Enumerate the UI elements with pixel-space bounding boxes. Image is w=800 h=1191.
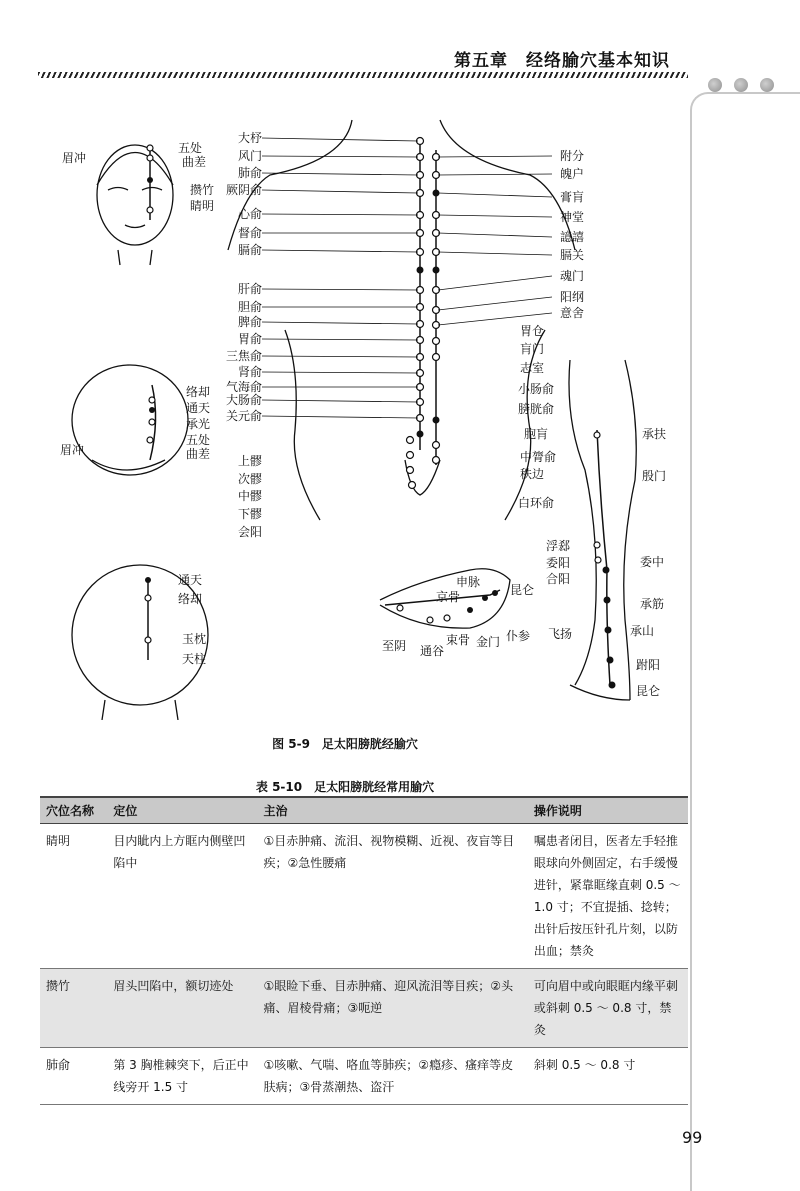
label-pohu: 魄户 — [560, 167, 585, 181]
cell-name: 攒竹 — [40, 969, 107, 1048]
label-yixi: 譩譆 — [560, 230, 585, 244]
label-fufen: 附分 — [560, 149, 585, 163]
label-xiaochangshu: 小肠俞 — [518, 382, 555, 396]
label-yanggang: 阳纲 — [560, 290, 585, 304]
label-fengmen: 风门 — [237, 149, 262, 163]
label-weiyang: 委阳 — [545, 556, 570, 570]
label-tianzhu: 天柱 — [182, 652, 207, 666]
table-row — [40, 1048, 688, 1105]
label-baohuang: 胞肓 — [524, 427, 549, 441]
label-qucha-side: 曲差 — [186, 447, 211, 461]
label-meichong-side: 眉冲 — [60, 443, 85, 457]
binder-ring-icon — [760, 78, 774, 92]
label-weicang: 胃仓 — [520, 324, 545, 338]
label-zhibian: 秩边 — [520, 467, 545, 481]
label-chengfu: 承扶 — [642, 427, 667, 441]
label-jueyinshu: 厥阴俞 — [225, 183, 262, 197]
acupoint-figure — [0, 100, 690, 720]
label-fuxi: 浮郄 — [545, 539, 570, 553]
table-caption: 表 5-10 足太阳膀胱经常用腧穴 — [255, 780, 435, 794]
label-yinmen: 殷门 — [642, 469, 667, 483]
page-number: 99 — [682, 1128, 703, 1147]
label-yuzhen: 玉枕 — [182, 632, 207, 646]
cell-name: 肺俞 — [40, 1048, 107, 1105]
label-chengguang: 承光 — [186, 417, 211, 431]
label-kunlun-foot: 昆仑 — [510, 583, 535, 597]
label-jinggu: 京骨 — [436, 590, 461, 604]
binder-ring-icon — [708, 78, 722, 92]
label-weizhong: 委中 — [640, 555, 665, 569]
table-header-row — [40, 797, 688, 824]
cell-location: 第 3 胸椎棘突下，后正中线旁开 1.5 寸 — [107, 1048, 257, 1105]
label-feishu: 肺俞 — [237, 166, 262, 180]
label-shentang: 神堂 — [560, 210, 585, 224]
label-jinmen: 金门 — [476, 635, 501, 649]
label-luoque-side: 络却 — [186, 385, 211, 399]
cell-operation: 可向眉中或向眼眶内缘平刺或斜刺 0.5 ～ 0.8 寸，禁灸 — [528, 969, 688, 1048]
label-sanjiaoshu: 三焦俞 — [225, 349, 262, 363]
cell-location: 目内眦内上方眶内侧壁凹陷中 — [107, 824, 257, 969]
label-zhonglvshu: 中膂俞 — [520, 450, 557, 464]
label-pishu: 脾俞 — [237, 315, 262, 329]
header-indications: 主治 — [258, 797, 528, 824]
label-jingming: 睛明 — [190, 199, 215, 213]
cell-operation: 斜刺 0.5 ～ 0.8 寸 — [528, 1048, 688, 1105]
acupoint-table — [40, 796, 688, 1105]
label-qihaishu: 气海俞 — [225, 380, 262, 394]
chapter-title: 第五章 经络腧穴基本知识 — [454, 51, 670, 71]
label-geguan: 膈关 — [560, 248, 585, 262]
label-danshu: 胆俞 — [237, 300, 262, 314]
label-guanyuanshu: 关元俞 — [225, 409, 262, 423]
cell-indications: ①目赤肿痛、流泪、视物模糊、近视、夜盲等目疾；②急性腰痛 — [258, 824, 528, 969]
cell-name: 睛明 — [40, 824, 107, 969]
label-dachangshu: 大肠俞 — [225, 393, 262, 407]
label-shenmai: 申脉 — [456, 575, 481, 589]
table-row — [40, 824, 688, 969]
label-luoque-back: 络却 — [178, 592, 203, 606]
label-ciliao: 次髎 — [237, 472, 262, 486]
label-tonggu: 通谷 — [420, 644, 445, 658]
label-geshu: 膈俞 — [237, 243, 262, 257]
label-yishe: 意舍 — [560, 306, 585, 320]
label-dazhu: 大杼 — [237, 131, 262, 145]
table-row — [40, 969, 688, 1048]
label-zhiyin: 至阴 — [382, 639, 407, 653]
cell-indications: ①咳嗽、气喘、咯血等肺疾；②瘾疹、瘙痒等皮肤病；③骨蒸潮热、盗汗 — [258, 1048, 528, 1105]
header-location: 定位 — [107, 797, 257, 824]
label-wuchu-face: 五处 — [178, 141, 203, 155]
label-pangguangshu: 膀胱俞 — [518, 402, 555, 416]
label-chengshan: 承山 — [630, 624, 655, 638]
label-weishu: 胃俞 — [237, 332, 262, 346]
header-operation: 操作说明 — [528, 797, 688, 824]
label-huiyang: 会阳 — [237, 525, 262, 539]
cell-indications: ①眼睑下垂、目赤肿痛、迎风流泪等目疾；②头痛、眉棱骨痛；③呃逆 — [258, 969, 528, 1048]
label-shugu: 束骨 — [446, 633, 471, 647]
cell-location: 眉头凹陷中，额切迹处 — [107, 969, 257, 1048]
label-shenshu: 肾俞 — [237, 365, 262, 379]
label-shangliao: 上髎 — [237, 454, 262, 468]
label-wuchu-side: 五处 — [186, 433, 211, 447]
label-zhongliao: 中髎 — [237, 489, 262, 503]
label-qucha-face: 曲差 — [182, 155, 207, 169]
label-xinshu: 心俞 — [237, 207, 262, 221]
label-tongtian-side: 通天 — [186, 401, 211, 415]
side-panel — [690, 92, 800, 1191]
label-pucan: 仆参 — [506, 629, 531, 643]
label-xialiao: 下髎 — [237, 507, 262, 521]
label-heyang: 合阳 — [545, 572, 570, 586]
label-zhishi: 志室 — [520, 361, 545, 375]
label-fuyang: 跗阳 — [636, 658, 661, 672]
cell-operation: 嘱患者闭目，医者左手轻推眼球向外侧固定，右手缓慢进针，紧靠眶缘直刺 0.5 ～ 1.0 寸；不宜提插、捻转；出针后按压针孔片刻，以防出血；禁灸 — [528, 824, 688, 969]
label-chengjin: 承筋 — [640, 597, 665, 611]
label-zanzhu: 攒竹 — [190, 183, 215, 197]
label-huangmen: 肓门 — [520, 342, 545, 356]
label-meichong-face: 眉冲 — [62, 151, 87, 165]
label-gaohuang: 膏肓 — [560, 190, 585, 204]
header-rule — [38, 72, 688, 78]
label-feiyang: 飞扬 — [547, 627, 572, 641]
label-kunlun-leg: 昆仑 — [636, 684, 661, 698]
label-hunmen: 魂门 — [560, 269, 585, 283]
header-name: 穴位名称 — [40, 797, 107, 824]
figure-caption: 图 5-9 足太阳膀胱经腧穴 — [272, 737, 418, 751]
label-ganshu: 肝俞 — [237, 282, 262, 296]
label-dushu: 督俞 — [237, 226, 262, 240]
label-baihuanshu: 白环俞 — [518, 496, 555, 510]
label-tongtian-back: 通天 — [178, 573, 203, 587]
binder-ring-icon — [734, 78, 748, 92]
